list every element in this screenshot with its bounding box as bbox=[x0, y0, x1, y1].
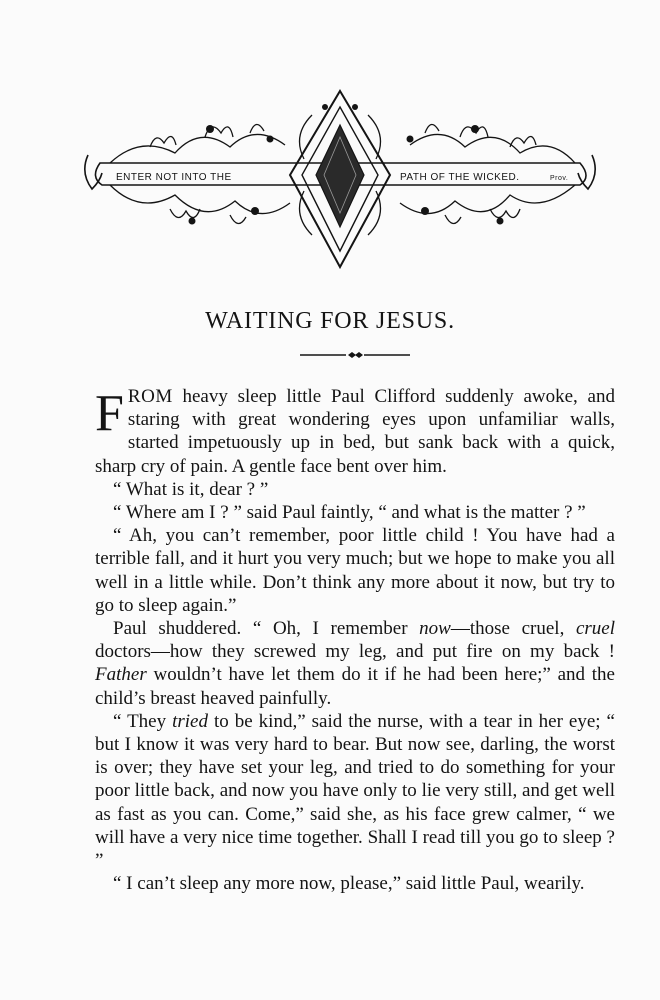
paragraph-2: “ What is it, dear ? ” bbox=[113, 478, 269, 500]
paragraph-3: “ Where am I ? ” said Paul faintly, “ and what is the matter ? ” bbox=[113, 502, 586, 524]
floral-banner-illustration bbox=[80, 85, 600, 275]
emphasis: cruel bbox=[575, 618, 616, 640]
banner-text-reference: Prov. bbox=[550, 175, 569, 182]
chapter-title: WAITING FOR JESUS. bbox=[205, 308, 455, 335]
lead-word: ROM bbox=[127, 386, 173, 407]
emphasis: now bbox=[419, 618, 451, 640]
paragraph-text: heavy sleep little Paul Clifford suddenly awoke, and staring with great wondering eyes upon unfamiliar walls, started impetuously up in bed, but sank back with a quick, sharp cry of pain. A gentle face bent over him. bbox=[95, 386, 615, 477]
chapter-body bbox=[95, 385, 615, 895]
banner-text-left: ENTER NOT INTO THE bbox=[116, 172, 232, 183]
paragraph-6: “ They tried to be kind,” said the nurse, with a tear in her eye; “ but I know it was very hard to bear. But now see, darling, the worst is over; they have set your leg, and tried to do something for your poor little back, and now you have only to lie very still, and get well as fast as you can. Come,” said she, as his face grew calmer, “ we will have a very nice time together. Shall I read till you go to sleep ? ” bbox=[95, 710, 615, 872]
paragraph-7: “ I can’t sleep any more now, please,” said little Paul, wearily. bbox=[113, 873, 585, 895]
title-divider bbox=[300, 348, 410, 362]
emphasis: tried bbox=[172, 710, 208, 732]
banner-text-right: PATH OF THE WICKED. bbox=[400, 172, 520, 183]
paragraph-4: “ Ah, you can’t remember, poor little child ! You have had a terrible fall, and it hurt you very much; but we hope to make you all well in a little while. Don’t think any more about it now, but try to go to sleep again.” bbox=[95, 525, 615, 616]
drop-cap: F bbox=[95, 385, 124, 442]
emphasis: Father bbox=[95, 664, 147, 686]
ornamental-header bbox=[80, 85, 600, 275]
paragraph-1 bbox=[95, 385, 615, 478]
paragraph-5: Paul shuddered. “ Oh, I remember now—those cruel, cruel doctors—how they screwed my leg, and put fire on my back ! Father wouldn’t have let them do it if he had been here;” and the child’s breast heaved painfully. bbox=[95, 618, 616, 709]
